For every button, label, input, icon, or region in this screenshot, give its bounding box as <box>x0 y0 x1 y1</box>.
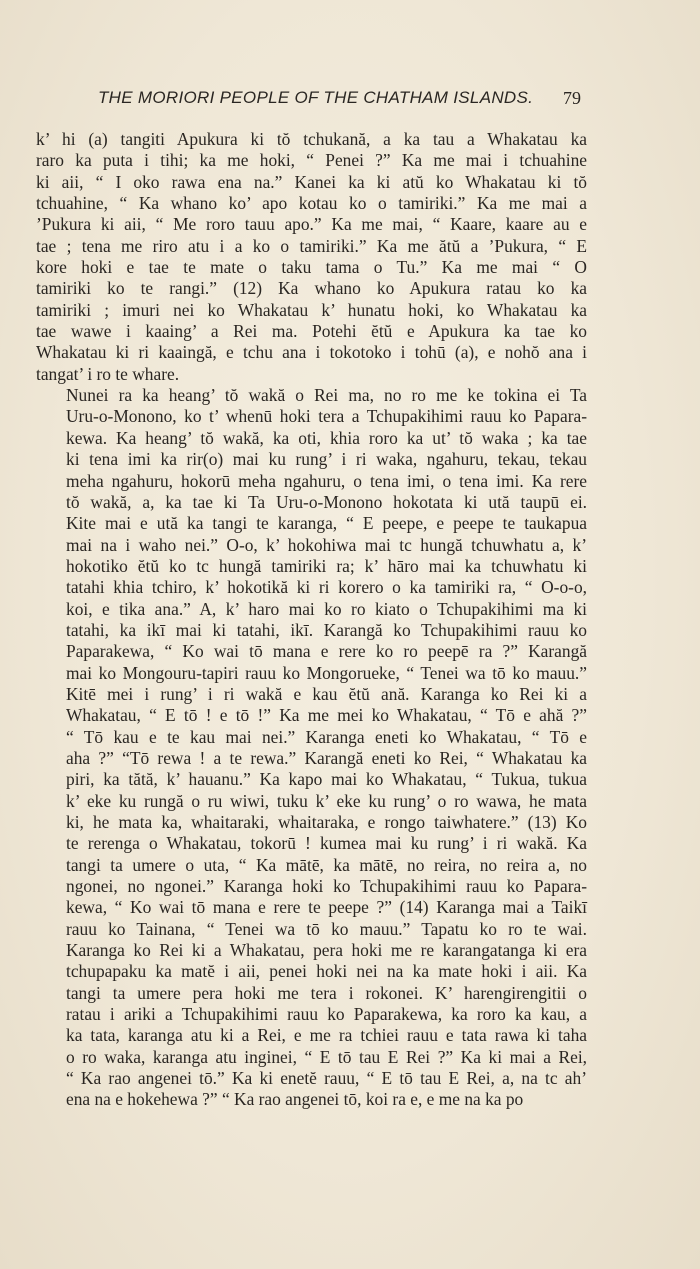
text-line: ki tena imi ka rir(o) mai ku rung’ i ri waka, ngahuru, tekau, tekau <box>66 449 587 470</box>
text-line: rauu ko Tainana, “ Tenei wa tō ko mauu.” Tapatu ko ro te wai. <box>66 918 587 939</box>
text-line: tchuahine, “ Ka whano ko’ apo kotau ko o tamiriki.” Ka me mai a <box>36 193 587 214</box>
text-line: tangi ta umere o uta, “ Ka mātē, ka mātē, no reira, no reira a, no <box>66 854 587 875</box>
text-line: ki aii, “ I oko rawa ena na.” Kanei ka ki atŭ ko Whakatau ki tŏ <box>36 171 587 192</box>
text-line: Kitē mei i rung’ i ri wakă e kau ĕtŭ ană. Karanga ko Rei ki a <box>66 683 587 704</box>
text-line: “ Tō kau e te kau mai nei.” Karanga eneti ko Whakatau, “ Tō e <box>66 726 587 747</box>
text-line: kore hoki e tae te mate o taku tama o Tu.” Ka me mai “ O <box>36 257 587 278</box>
text-line: ka tata, karanga atu ki a Rei, e me ra tchiei rauu e tata rawa ki taha <box>66 1025 587 1046</box>
text-line: tamiriki ; imuri nei ko Whakatau k’ hunatu hoki, ko Whakatau ka <box>36 299 587 320</box>
text-line: raro ka puta i tihi; ka me hoki, “ Penei ?” Ka me mai i tchuahine <box>36 150 587 171</box>
text-line: tae wawe i kaaing’ a Rei ma. Potehi ĕtŭ e Apukura ka tae ko <box>36 321 587 342</box>
text-line: koi, e tika ana.” A, k’ haro mai ko ro kiato o Tchupakihimi ma ki <box>66 598 587 619</box>
text-line: te rerenga o Whakatau, tokorū ! kumea mai ku rung’ i ri wakă. Ka <box>66 833 587 854</box>
text-line: kewa. Ka heang’ tŏ wakă, ka oti, khia roro ka ut’ tŏ waka ; ka tae <box>66 427 587 448</box>
text-line: ratau i ariki a Tchupakihimi rauu ko Paparakewa, ka roro ka kau, a <box>66 1004 587 1025</box>
running-title: THE MORIORI PEOPLE OF THE CHATHAM ISLANDS. <box>98 88 534 107</box>
page-number: 79 <box>563 88 581 108</box>
text-line: Paparakewa, “ Ko wai tō mana e rere ko ro peepē ra ?” Karangă <box>66 641 587 662</box>
text-line: k’ eke ku rungă o ru wiwi, tuku k’ eke ku rung’ o ro wawa, he mata <box>66 790 587 811</box>
body-text <box>36 129 587 1111</box>
text-line: tatahi, ka ikī mai ki tatahi, ikī. Karangă ko Tchupakihimi rauu ko <box>66 619 587 640</box>
text-line: mai ko Mongouru-tapiri rauu ko Mongorueke, “ Tenei wa tō ko mauu.” <box>66 662 587 683</box>
text-line: tae ; tena me riro atu i a ko o tamiriki.” Ka me ătŭ a ’Pukura, “ E <box>36 235 587 256</box>
text-line: mai na i waho nei.” O-o, k’ hokohiwa mai tc hungă tchuwhatu a, k’ <box>66 534 587 555</box>
text-line: hokotiko ĕtŭ ko tc hungă tamiriki ra; k’ hāro mai ka tchuwhatu ki <box>66 555 587 576</box>
text-line: Kite mai e ută ka tangi te karanga, “ E peepe, e peepe te taukapua <box>66 513 587 534</box>
text-line: ki, he mata ka, whaitaraki, whaitaraka, e rongo taiwhatere.” (13) Ko <box>66 812 587 832</box>
text-line: tŏ wakă, a, ka tae ki Ta Uru-o-Monono hokotata ki ută taupū ei. <box>66 491 587 512</box>
paragraph <box>36 129 587 385</box>
text-line: tchupapaku ka matĕ i aii, penei hoki nei na ka mate hoki i aii. Ka <box>66 961 587 982</box>
text-line: Karanga ko Rei ki a Whakatau, pera hoki me re karangatanga ki era <box>66 940 587 961</box>
text-line: Whakatau ki ri kaaingă, e tchu ana i tokotoko i tohū (a), e nohŏ ana i <box>36 342 587 363</box>
text-line: tatahi khia tchiro, k’ hokotikă ki ri korero o ka tamiriki ra, “ O-o-o, <box>66 577 587 598</box>
paragraph <box>36 385 587 1111</box>
text-line: Uru-o-Monono, ko t’ whenū hoki tera a Tchupakihimi rauu ko Papara- <box>66 406 587 427</box>
text-line: meha ngahuru, hokorū meha ngahuru, o tena imi, o tena imi. Ka rere <box>66 470 587 491</box>
text-line: ena na e hokehewa ?” “ Ka rao angenei tō, koi ra e, e me na ka po <box>66 1089 524 1110</box>
text-line: ngonei, no ngonei.” Karanga hoki ko Tchupakihimi rauu ko Papara- <box>66 876 587 897</box>
text-line: ’Pukura ki aii, “ Me roro tauu apo.” Ka me mai, “ Kaare, kaare au e <box>36 214 587 235</box>
text-line: “ Ka rao angenei tō.” Ka ki enetĕ rauu, “ E tō tau E Rei, a, na tc ah’ <box>66 1068 587 1089</box>
text-line: k’ hi (a) tangiti Apukura ki tŏ tchukană, a ka tau a Whakatau ka <box>36 129 587 149</box>
text-line: Whakatau, “ E tō ! e tō !” Ka me mei ko Whakatau, “ Tō e ahă ?” <box>66 705 587 726</box>
text-line: piri, ka tătă, k’ hauanu.” Ka kapo mai ko Whakatau, “ Tukua, tukua <box>66 769 587 790</box>
text-line: o ro waka, karanga atu inginei, “ E tō tau E Rei ?” Ka ki mai a Rei, <box>66 1046 587 1067</box>
text-line: tangat’ i ro te whare. <box>36 363 180 384</box>
text-line: tamiriki ko te rangi.” (12) Ka whano ko Apukura ratau ko ka <box>36 278 587 299</box>
text-line: aha ?” “Tō rewa ! a te rewa.” Karangă eneti ko Rei, “ Whakatau ka <box>66 747 587 768</box>
text-line: tangi ta umere pera hoki me tera i rokonei. K’ harengirengitii o <box>66 982 587 1003</box>
text-line: Nunei ra ka heang’ tŏ wakă o Rei ma, no ro me ke tokina ei Ta <box>66 385 587 406</box>
text-line: kewa, “ Ko wai tō mana e rere te peepe ?” (14) Karanga mai a Taikī <box>66 897 587 918</box>
